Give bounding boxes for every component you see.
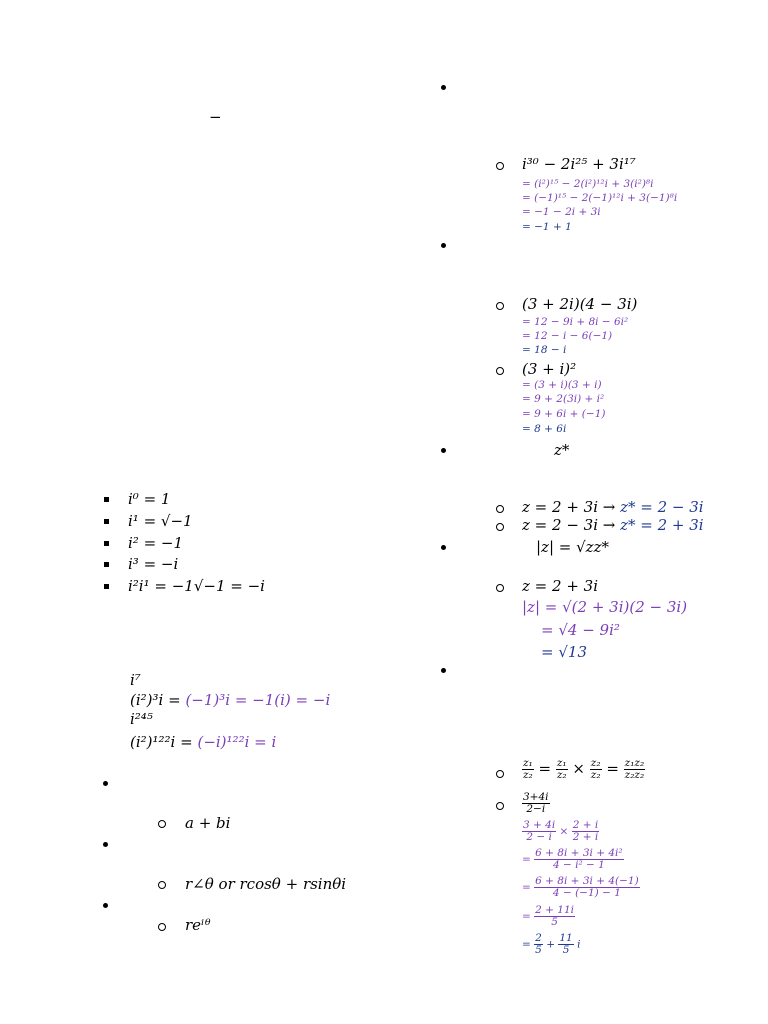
expr-powers-step: = (−1)¹⁵ − 2(−1)¹²i + 3(−1)⁸i [522, 192, 678, 204]
division-rule: $\frac{\text{z₁}}{\text{z₂}}$ = $\frac{\text{z₁}}{\text{z₂}}$ × $\frac{\text{z₂}}{\text{z₂}}$ = $\frac{\text{z₁z₂}}{\text{z₂z₂}}$ [523, 757, 645, 781]
modulus-definition: |z| = √zz* [536, 538, 609, 556]
division-step: = $\frac{2 + 11i}{5}$ [522, 904, 575, 928]
bullet-square [104, 584, 109, 589]
modulus-result: = √13 [541, 643, 587, 661]
example-i7-answer [130, 691, 330, 709]
power-i1: i¹ = √−1 [128, 512, 193, 530]
answer-purple-part: (−i)¹²²i = i [197, 733, 277, 751]
division-step: = $\frac{6 + 8i + 3i + 4(-1)}{4 - (-1) - 1}$ [522, 875, 639, 899]
bullet-circle [496, 367, 504, 375]
fraction: $\frac{\text{6 + 8i + 3i + 4i²}}{\text{4 − i² − 1}}$ [535, 847, 623, 871]
bullet-dot [103, 842, 108, 847]
bullet-square [104, 497, 109, 502]
power-i3: i³ = −i [128, 555, 179, 573]
modulus-step: = √4 − 9i² [541, 621, 620, 639]
bullet-square [104, 519, 109, 524]
bullet-square [104, 562, 109, 567]
answer-black-part: (i²)¹²²i = [130, 733, 198, 751]
fraction: $\frac{6 + 8i + 3i + 4(-1)}{4 - (-1) - 1}$ [535, 875, 639, 899]
bullet-circle [496, 162, 504, 170]
fraction: $\frac{2}{5}$ [535, 932, 542, 956]
expr-powers: i³⁰ − 2i²⁵ + 3i¹⁷ [522, 155, 636, 173]
bullet-dot [441, 545, 446, 550]
bullet-dot [441, 85, 446, 90]
expr-square-step: = 9 + 6i + (−1) [522, 408, 606, 420]
division-step: = $\frac{\text{6 + 8i + 3i + 4i²}}{\text{4 − i² − 1}}$ [522, 847, 623, 871]
bullet-circle [496, 802, 504, 810]
expr-powers-step: = −1 − 2i + 3i [522, 206, 601, 218]
dash-mark: − [209, 108, 222, 126]
power-i0: i⁰ = 1 [128, 490, 171, 508]
fraction: $\frac{\text{z₁}}{\text{z₂}}$ [556, 757, 567, 781]
example-i245-question: i²⁴⁵ [130, 710, 153, 728]
answer-black-part: (i²)³i = [130, 691, 186, 709]
fraction: $\frac{\text{z₁}}{\text{z₂}}$ [523, 757, 533, 781]
expr-product: (3 + 2i)(4 − 3i) [522, 295, 638, 313]
power-i2: i² = −1 [128, 534, 184, 552]
rectangular-form: a + bi [185, 814, 231, 832]
bullet-circle [496, 523, 504, 531]
polar-form: r∠θ or rcosθ + rsinθi [185, 875, 347, 893]
expr-powers-result: = −1 + 1 [522, 221, 572, 233]
conjugate-input: z = 2 + 3i → [522, 498, 621, 516]
modulus-step: |z| = √(2 + 3i)(2 − 3i) [522, 598, 688, 616]
exponential-form: reⁱᶿ [185, 916, 212, 934]
conjugate-example-2 [522, 516, 704, 534]
division-step: $\frac{3 + 4i}{2 - i}$ × $\frac{2 + i}{2 + i}$ [523, 819, 599, 843]
example-i245-answer [130, 733, 276, 751]
bullet-square [104, 541, 109, 546]
fraction: $\frac{\text{z₁z₂}}{\text{z₂z₂}}$ [624, 757, 645, 781]
division-result: = $\frac{2}{5}$ + $\frac{11}{5}$ i [522, 932, 581, 956]
fraction: $\frac{3 + 4i}{2 - i}$ [523, 819, 556, 843]
conjugate-output: z* = 2 − 3i [620, 498, 704, 516]
fraction: $\frac{2 + i}{2 + i}$ [572, 819, 599, 843]
bullet-circle [158, 820, 166, 828]
fraction: $\frac{\text{z₂}}{\text{z₂}}$ [590, 757, 601, 781]
conjugate-output: z* = 2 + 3i [620, 516, 704, 534]
expr-square-step: = (3 + i)(3 + i) [522, 379, 602, 391]
bullet-circle [158, 881, 166, 889]
bullet-circle [496, 584, 504, 592]
division-example [522, 792, 550, 815]
bullet-dot [441, 448, 446, 453]
bullet-dot [441, 668, 446, 673]
expr-powers-step: = (i²)¹⁵ − 2(i²)¹²i + 3(i²)⁸i [522, 178, 654, 190]
conjugate-symbol: z* [554, 441, 570, 459]
fraction: $\frac{3+4i}{2-i}$ [523, 791, 549, 815]
bullet-dot [441, 243, 446, 248]
bullet-dot [103, 903, 108, 908]
fraction: $\frac{2 + 11i}{5}$ [535, 904, 575, 928]
conjugate-input: z = 2 − 3i → [522, 516, 621, 534]
expr-square-result: = 8 + 6i [522, 423, 567, 435]
bullet-circle [496, 770, 504, 778]
expr-product-step: = 12 − i − 6(−1) [522, 330, 613, 342]
expr-product-result: = 18 − i [522, 344, 567, 356]
bullet-circle [496, 505, 504, 513]
modulus-example: z = 2 + 3i [522, 577, 598, 595]
bullet-circle [496, 302, 504, 310]
expr-square-step: = 9 + 2(3i) + i² [522, 393, 605, 405]
bullet-circle [158, 923, 166, 931]
expr-product-step: = 12 − 9i + 8i − 6i² [522, 316, 629, 328]
power-i2i1: i²i¹ = −1√−1 = −i [128, 577, 265, 595]
answer-purple-part: (−1)³i = −1(i) = −i [185, 691, 331, 709]
bullet-dot [103, 781, 108, 786]
fraction: $\frac{11}{5}$ [559, 932, 573, 956]
conjugate-example-1 [522, 498, 704, 516]
example-i7-question: i⁷ [130, 671, 141, 689]
expr-square: (3 + i)² [522, 360, 577, 378]
